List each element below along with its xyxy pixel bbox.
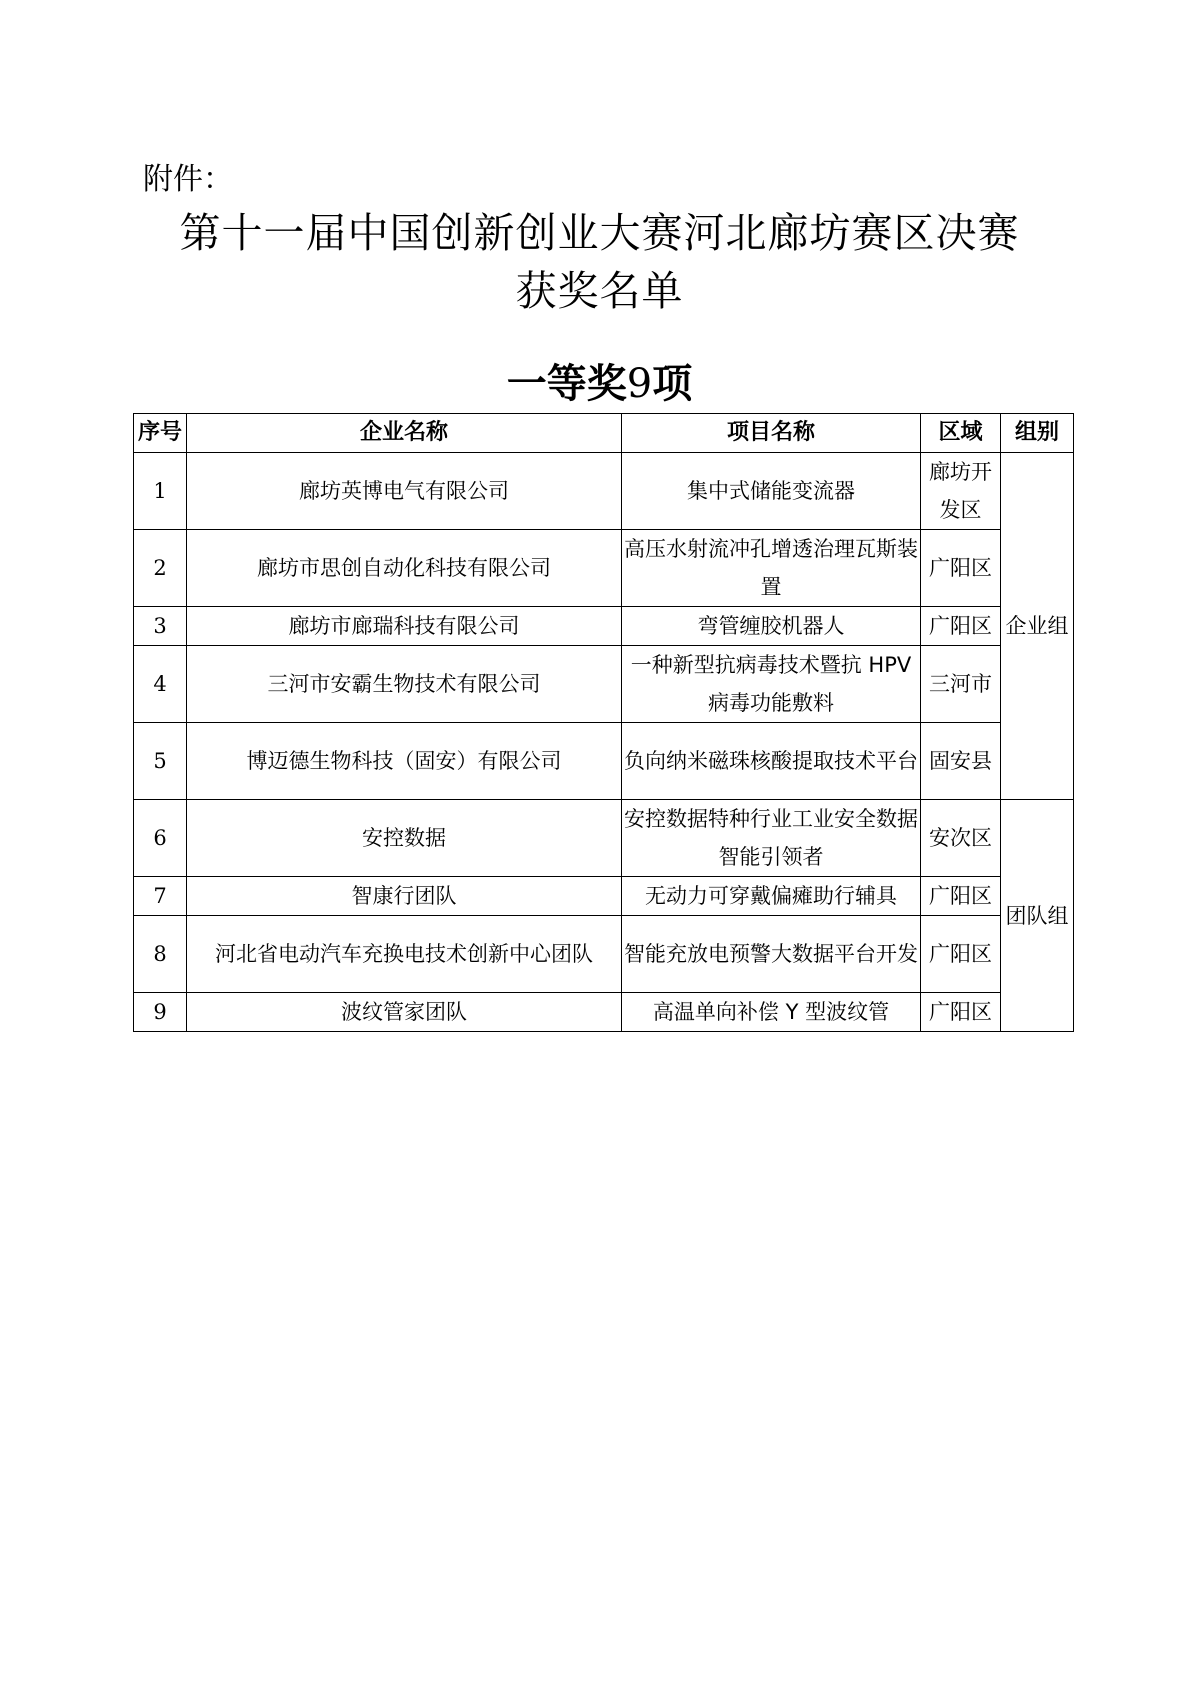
cell-project: 弯管缠胶机器人 (622, 607, 921, 646)
cell-company: 安控数据 (187, 800, 622, 877)
cell-project: 智能充放电预警大数据平台开发 (622, 916, 921, 993)
header-region: 区域 (921, 414, 1001, 453)
header-project: 项目名称 (622, 414, 921, 453)
section-suffix: 项 (652, 361, 693, 407)
cell-company: 廊坊英博电气有限公司 (187, 453, 622, 530)
header-group: 组别 (1001, 414, 1074, 453)
cell-group-enterprise: 企业组 (1001, 453, 1074, 800)
cell-group-team: 团队组 (1001, 800, 1074, 1032)
cell-region: 广阳区 (921, 916, 1001, 993)
document-title-line1: 第十一届中国创新创业大赛河北廊坊赛区决赛 (179, 209, 1020, 257)
cell-project: 负向纳米磁珠核酸提取技术平台 (622, 723, 921, 800)
cell-seq: 6 (134, 800, 187, 877)
cell-project: 集中式储能变流器 (622, 453, 921, 530)
cell-project: 高压水射流冲孔增透治理瓦斯装置 (622, 530, 921, 607)
cell-seq: 7 (134, 877, 187, 916)
cell-seq: 2 (134, 530, 187, 607)
header-company: 企业名称 (187, 414, 622, 453)
cell-project: 一种新型抗病毒技术暨抗 HPV 病毒功能敷料 (622, 646, 921, 723)
cell-seq: 8 (134, 916, 187, 993)
cell-region: 安次区 (921, 800, 1001, 877)
cell-region: 固安县 (921, 723, 1001, 800)
cell-seq: 1 (134, 453, 187, 530)
section-prefix: 一等奖 (506, 361, 627, 407)
table-header-row (134, 414, 1074, 453)
cell-project: 安控数据特种行业工业安全数据智能引领者 (622, 800, 921, 877)
cell-company: 河北省电动汽车充换电技术创新中心团队 (187, 916, 622, 993)
table-row (134, 800, 1074, 877)
cell-company: 廊坊市思创自动化科技有限公司 (187, 530, 622, 607)
cell-project: 高温单向补偿 Y 型波纹管 (622, 993, 921, 1032)
cell-region: 广阳区 (921, 607, 1001, 646)
cell-region: 广阳区 (921, 530, 1001, 607)
table-row (134, 993, 1074, 1032)
cell-seq: 4 (134, 646, 187, 723)
cell-region: 广阳区 (921, 993, 1001, 1032)
table-row (134, 530, 1074, 607)
table-row (134, 607, 1074, 646)
section-heading (0, 357, 1199, 411)
cell-region: 三河市 (921, 646, 1001, 723)
table-row (134, 877, 1074, 916)
table-row (134, 723, 1074, 800)
cell-company: 智康行团队 (187, 877, 622, 916)
cell-company: 波纹管家团队 (187, 993, 622, 1032)
cell-company: 廊坊市廊瑞科技有限公司 (187, 607, 622, 646)
table-row (134, 916, 1074, 993)
cell-company: 博迈德生物科技（固安）有限公司 (187, 723, 622, 800)
cell-region: 广阳区 (921, 877, 1001, 916)
awards-table (133, 413, 1074, 1032)
header-seq: 序号 (134, 414, 187, 453)
cell-company: 三河市安霸生物技术有限公司 (187, 646, 622, 723)
table-row (134, 453, 1074, 530)
section-count: 9 (626, 361, 653, 407)
cell-region: 廊坊开发区 (921, 453, 1001, 530)
attachment-label: 附件： (143, 162, 233, 197)
cell-seq: 9 (134, 993, 187, 1032)
cell-seq: 3 (134, 607, 187, 646)
cell-project: 无动力可穿戴偏瘫助行辅具 (622, 877, 921, 916)
document-title-line2: 获奖名单 (515, 267, 684, 315)
table-row (134, 646, 1074, 723)
cell-seq: 5 (134, 723, 187, 800)
